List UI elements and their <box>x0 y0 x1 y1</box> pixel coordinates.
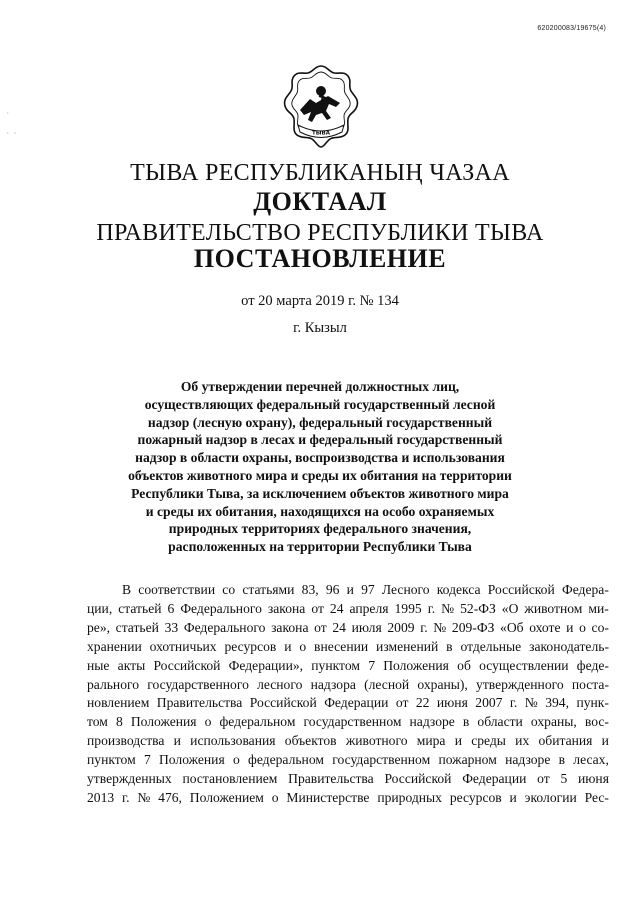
body-word: Федерального <box>183 619 266 635</box>
body-word: о <box>299 638 307 654</box>
body-word: Положением <box>189 789 264 805</box>
body-word: том <box>87 714 108 730</box>
body-word: Федерации», <box>228 657 304 673</box>
body-word: 7 <box>368 657 375 673</box>
body-word: их <box>515 733 530 749</box>
body-word: о <box>204 714 212 730</box>
body-word: государственном <box>332 752 431 768</box>
body-line <box>87 770 609 789</box>
title-line: расположенных на территории Республики Тыва <box>168 539 472 555</box>
body-line <box>87 619 609 638</box>
body-word: о <box>271 789 279 805</box>
scan-artifact: · · <box>6 130 17 137</box>
body-word: 96 <box>325 582 340 597</box>
body-word: государственном <box>303 714 402 730</box>
body-word: утвержденных <box>87 771 172 787</box>
body-word: экологии <box>524 789 577 805</box>
body-word: 2013 <box>87 789 115 805</box>
document-code: 620200083/19675(4) <box>537 25 606 32</box>
body-word: законодатель- <box>529 638 609 654</box>
body-word: Лесного <box>381 582 430 597</box>
body-word: № <box>524 695 538 711</box>
body-word: 22 <box>415 695 430 711</box>
body-word: и <box>173 733 181 749</box>
body-line <box>87 581 609 600</box>
title-line: и среды их обитания, находящихся на особо охраняемых <box>145 503 495 519</box>
header-tyva-decree: ДОКТААЛ <box>253 187 387 216</box>
body-word: закона <box>271 619 309 635</box>
body-word: кодекса <box>436 582 481 597</box>
body-line <box>87 676 609 695</box>
body-word: обитания <box>538 733 593 749</box>
document-city: г. Кызыл <box>293 320 347 336</box>
body-word: поста- <box>571 676 609 692</box>
body-word: объектов <box>284 733 337 749</box>
body-word: № <box>137 789 151 805</box>
body-word: надзоре <box>505 752 551 768</box>
body-word: 2009 <box>387 619 415 635</box>
body-word: мира <box>416 733 446 749</box>
body-line <box>87 713 609 732</box>
header-resolution: ПОСТАНОВЛЕНИЕ <box>193 244 447 273</box>
body-word: Положения <box>158 752 225 768</box>
body-line <box>87 789 609 808</box>
title-line: надзор в области охраны, воспроизводства и использования <box>135 450 505 466</box>
title-line: осуществляющих федеральный государственный лесной <box>144 396 496 412</box>
body-word: Федерального <box>180 600 262 616</box>
body-word: ные <box>87 657 110 673</box>
body-word: № <box>441 600 455 616</box>
body-word: соответствии <box>138 582 216 597</box>
body-word: внесении <box>314 638 369 654</box>
body-word: природных <box>377 789 442 805</box>
body-word: от <box>537 771 550 787</box>
body-word: Министерстве <box>286 789 370 805</box>
body-word: 394, <box>545 695 569 711</box>
body-word: животном <box>524 600 583 616</box>
body-word: новлением <box>87 695 150 711</box>
body-word: надзора <box>310 676 356 692</box>
body-word: «О <box>501 600 519 616</box>
title-line: объектов животного мира и среды их обитания на территории <box>128 467 512 483</box>
body-word: статьей <box>118 600 162 616</box>
document-body <box>87 581 609 808</box>
body-word: среды <box>471 733 506 749</box>
body-word: в <box>446 638 453 654</box>
body-word: Российской <box>249 695 317 711</box>
tyva-emblem-icon <box>282 63 360 149</box>
body-word: в <box>558 752 566 768</box>
body-word: Российской <box>487 582 555 597</box>
body-word: 476, <box>158 789 182 805</box>
body-word: изменений <box>376 638 439 654</box>
title-line: природных территориях федерального значения, <box>168 521 472 537</box>
body-word: 209-ФЗ <box>451 619 495 635</box>
body-word: хранении <box>87 638 142 654</box>
body-word: со <box>222 582 236 597</box>
body-word: № <box>433 619 447 635</box>
body-word: и <box>454 733 462 749</box>
body-word: лесного <box>257 676 303 692</box>
body-word: пожарном <box>438 752 497 768</box>
body-word: лесах, <box>573 752 609 768</box>
emblem-inscription: ТЫВА <box>312 130 330 137</box>
body-word: охраны, <box>530 714 577 730</box>
body-word: осуществлении <box>479 657 569 673</box>
body-word: 24 <box>332 619 346 635</box>
title-line: пожарный надзор в лесах и федеральный государственный <box>137 432 503 448</box>
body-word: 24 <box>329 600 344 616</box>
body-word: и <box>346 582 354 597</box>
body-word: Рес- <box>584 789 609 805</box>
header-government: ПРАВИТЕЛЬСТВО РЕСПУБЛИКИ ТЫВА <box>96 220 544 246</box>
document-date-number: от 20 марта 2019 г. № 134 <box>241 293 399 309</box>
body-word: рального <box>87 676 140 692</box>
body-word: 6 <box>167 600 175 616</box>
body-word: 2007 <box>475 695 503 711</box>
body-word: июня <box>578 771 609 787</box>
title-line: Республики Тыва, за исключением объектов животного мира <box>131 485 509 501</box>
body-word: г. <box>122 789 130 805</box>
body-word: федеральном <box>248 752 324 768</box>
body-word: июля <box>351 619 382 635</box>
body-word: июня <box>436 695 468 711</box>
body-word: со- <box>591 619 609 635</box>
body-word: области <box>477 714 523 730</box>
body-line <box>87 657 609 676</box>
body-word: использования <box>190 733 276 749</box>
body-word: статьей <box>115 619 159 635</box>
body-word: и <box>284 638 292 654</box>
body-word: и <box>509 789 517 805</box>
title-line: Об утверждении перечней должностных лиц, <box>180 379 460 394</box>
body-word: ресурсов <box>449 789 502 805</box>
body-line <box>87 694 609 713</box>
body-word: о <box>579 619 586 635</box>
body-word: 33 <box>164 619 179 635</box>
scan-artifact: · <box>6 110 10 117</box>
body-word: пунктом <box>311 657 360 673</box>
body-word: ре», <box>87 619 111 635</box>
body-word: г. <box>420 619 428 635</box>
body-word: утвержденного <box>476 676 564 692</box>
body-word: от <box>311 600 324 616</box>
body-word: в <box>462 714 470 730</box>
body-word: и <box>601 733 609 749</box>
body-word: «Об <box>500 619 524 635</box>
body-word: Российской <box>384 771 452 787</box>
body-word: от <box>314 619 327 635</box>
body-word: Федерации <box>462 771 527 787</box>
body-word: Российской <box>153 657 221 673</box>
body-word: государственного <box>147 676 249 692</box>
body-word: ции, <box>87 600 113 616</box>
body-word: закона <box>267 600 306 616</box>
body-word: 52-ФЗ <box>460 600 496 616</box>
body-word: животного <box>345 733 408 749</box>
body-line <box>87 638 609 657</box>
body-word: 83, <box>301 582 319 597</box>
body-word: и <box>566 619 574 635</box>
body-word: охотничьих <box>149 638 217 654</box>
body-word: от <box>395 695 409 711</box>
body-word: Правительства <box>288 771 374 787</box>
body-word: Положения <box>130 714 197 730</box>
body-word: г. <box>427 600 436 616</box>
body-word: 97 <box>361 582 375 597</box>
body-word: акты <box>117 657 146 673</box>
body-word: 7 <box>143 752 151 768</box>
body-word: об <box>457 657 471 673</box>
body-line <box>87 751 609 770</box>
body-word: В <box>122 582 132 597</box>
body-word: 1995 <box>394 600 422 616</box>
body-word: апреля <box>349 600 389 616</box>
body-word: феде- <box>576 657 609 673</box>
body-word: 8 <box>115 714 123 730</box>
body-word: вос- <box>584 714 609 730</box>
body-word: статьями <box>242 582 295 597</box>
body-word: ми- <box>588 600 609 616</box>
body-line <box>87 600 609 619</box>
body-word: Правительства <box>156 695 243 711</box>
body-word: постановлением <box>182 771 278 787</box>
body-word: Федерации <box>324 695 389 711</box>
body-word: федеральном <box>219 714 296 730</box>
body-word: производства <box>87 733 165 749</box>
body-word: пунктом <box>87 752 136 768</box>
body-word: (лесной <box>364 676 410 692</box>
body-word: ресурсов <box>224 638 277 654</box>
title-line: надзор (лесную охрану), федеральный государственный <box>147 414 493 430</box>
body-line <box>87 732 609 751</box>
header-tyva-government: ТЫВА РЕСПУБЛИКАНЫҢ ЧАЗАА <box>130 160 510 186</box>
body-word: охоте <box>529 619 561 635</box>
body-word: Положения <box>383 657 449 673</box>
body-word: пунк- <box>576 695 609 711</box>
body-word: 5 <box>560 771 568 787</box>
body-word: г. <box>509 695 518 711</box>
body-word: о <box>232 752 240 768</box>
body-word: отдельные <box>460 638 522 654</box>
body-word: охраны), <box>417 676 468 692</box>
document-title <box>100 378 540 556</box>
body-word: Федера- <box>561 582 609 597</box>
body-word: надзоре <box>409 714 455 730</box>
